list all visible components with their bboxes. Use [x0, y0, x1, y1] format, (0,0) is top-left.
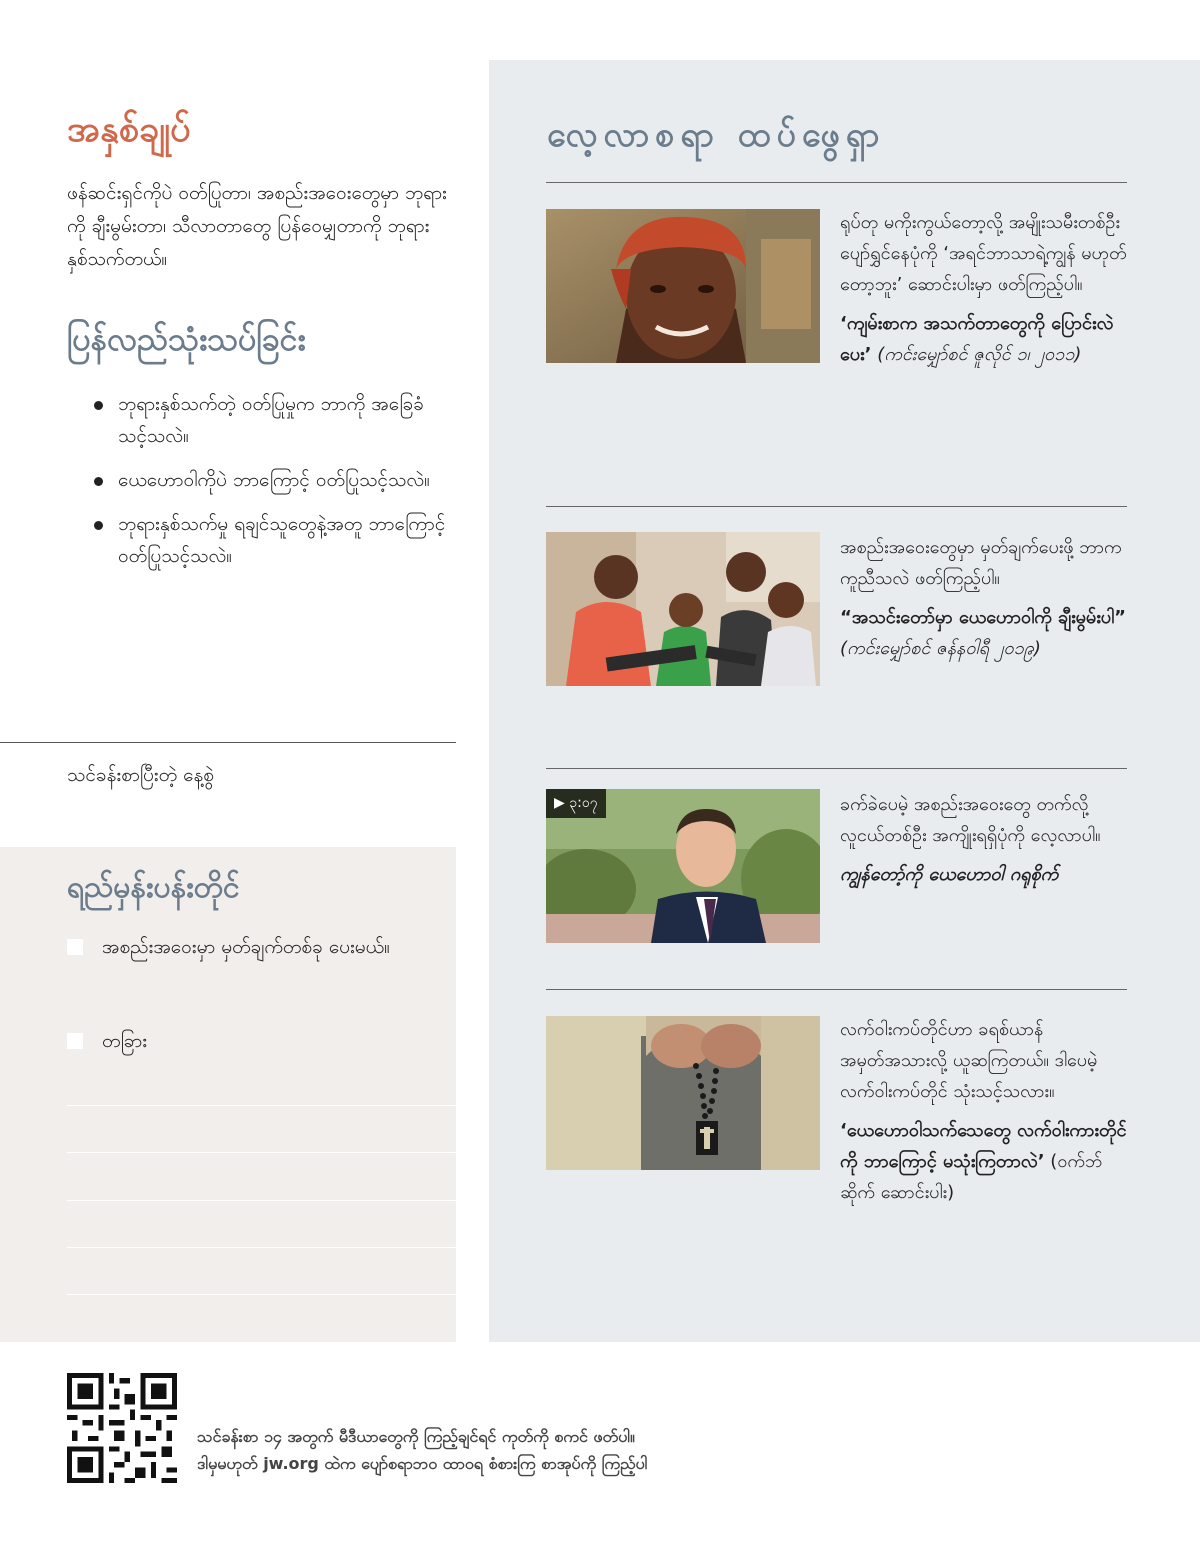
footer-line-2[interactable]: ဒါမှမဟုတ် jw.org ထဲက ပျော်စရာဘဝ ထာဝရ စံစားကြ စာအုပ်ကို ကြည့်ပါ — [197, 1454, 648, 1473]
card-publication — [840, 859, 1130, 890]
footer — [0, 1343, 1200, 1543]
video-duration: ၃:၀၇ — [569, 795, 598, 811]
publication-source: (ကင်းမျှော်စင် ဇန်နဝါရီ ၂၀၁၉) — [840, 638, 1041, 659]
video-duration-badge — [546, 789, 606, 818]
writing-line — [67, 1105, 456, 1106]
completion-date-label: သင်ခန်းစာပြီးတဲ့ နေ့စွဲ — [67, 764, 214, 786]
review-list — [88, 388, 448, 584]
footer-line-1: သင်ခန်းစာ ၁၄ အတွက် မီဒီယာတွေကို ကြည့်ချင်ရင် ကုတ်ကို စကင် ဖတ်ပါ။ — [197, 1427, 635, 1446]
card-text — [840, 789, 1130, 890]
writing-line — [67, 1247, 456, 1248]
review-question: ယေဟောဝါကိုပဲ ဘာကြောင့် ဝတ်ပြုသင့်သလဲ။ — [88, 464, 448, 496]
writing-line — [67, 1152, 456, 1153]
card-publication — [840, 602, 1130, 664]
goal-label: အစည်းအဝေးမှာ မှတ်ချက်တစ်ခု ပေးမယ်။ — [102, 936, 390, 958]
summary-text: ဖန်ဆင်းရှင်ကိုပဲ ဝတ်ပြုတာ၊ အစည်းအဝေးတွေမှာ ဘုရားကို ချီးမွမ်းတာ၊ သီလာတာတွေ ပြန်ဝေမျှတာကို ဘုရား နှစ်သက်တယ်။ — [67, 182, 447, 270]
writing-line — [67, 1200, 456, 1201]
goal-label: တခြား — [102, 1030, 148, 1052]
goal-item — [67, 1025, 437, 1057]
divider — [546, 989, 1127, 990]
card-description: ရုပ်တု မကိုးကွယ်တော့လို့ အမျိုးသမီးတစ်ဦး ပျော်ရွှင်နေပုံကို ‘အရင်ဘာသာရဲ့ကျွန် မဟုတ်တော့ဘူး’ ဆောင်းပါးမှာ ဖတ်ကြည့်ပါ။ — [840, 212, 1127, 295]
card-publication — [840, 1115, 1130, 1208]
goals-box — [0, 847, 456, 1342]
video-title-link[interactable]: ကျွန်တော့်ကို ယေဟောဝါ ဂရုစိုက် — [840, 864, 1059, 885]
divider — [0, 742, 456, 743]
card-description: လက်ဝါးကပ်တိုင်ဟာ ခရစ်ယာန် အမှတ်အသားလို့ ယူဆကြတယ်။ ဒါပေမဲ့ လက်ဝါးကပ်တိုင် သုံးသင့်သလား။ — [840, 1019, 1098, 1102]
writing-line — [67, 1294, 456, 1295]
card-description: ခက်ခဲပေမဲ့ အစည်းအဝေးတွေ တက်လို့ လူငယ်တစ်ဦး အကျိုးရရှိပုံကို လေ့လာပါ။ — [840, 794, 1101, 846]
card-text — [840, 1014, 1130, 1208]
card-description: အစည်းအဝေးတွေမှာ မှတ်ချက်ပေးဖို့ ဘာက ကူညီသလဲ ဖတ်ကြည့်ပါ။ — [840, 537, 1122, 589]
qr-code-icon[interactable] — [67, 1373, 177, 1483]
publication-source: (ကင်းမျှော်စင် ဇူလိုင် ၁၊ ၂၀၁၁) — [877, 344, 1082, 365]
card-publication — [840, 308, 1130, 370]
divider — [546, 506, 1127, 507]
publication-title-link[interactable]: ‘ကျမ်းစာက အသက်တာတွေကို ပြောင်းလဲပေး’ — [840, 313, 1114, 365]
card-text — [840, 207, 1130, 370]
family-study-photo[interactable] — [546, 532, 820, 686]
footer-text — [197, 1423, 647, 1477]
goal-checkbox[interactable] — [67, 1033, 83, 1049]
explore-panel — [489, 60, 1200, 1342]
publication-title-link[interactable]: “အသင်းတော်မှာ ယေဟောဝါကို ချီးမွမ်းပါ” — [840, 607, 1126, 628]
play-icon: ▶ — [554, 795, 565, 811]
young-man-video-thumbnail[interactable] — [546, 789, 820, 943]
smiling-woman-photo[interactable] — [546, 209, 820, 363]
goal-checkbox[interactable] — [67, 939, 83, 955]
goal-item — [67, 931, 437, 963]
explore-title: လေ့လာစရာ ထပ်ဖွေရှာ — [547, 115, 886, 155]
publication-source: (ဝက်ဘ်ဆိုက် ဆောင်းပါး) — [840, 1151, 1103, 1203]
publication-title-link[interactable]: ‘ယေဟောဝါသက်သေတွေ လက်ဝါးကားတိုင်ကို ဘာကြောင့် မသုံးကြတာလဲ’ — [840, 1120, 1127, 1172]
rosary-hands-photo[interactable] — [546, 1016, 820, 1170]
summary-title: အနှစ်ချုပ် — [67, 109, 191, 150]
divider — [546, 182, 1127, 183]
divider — [546, 768, 1127, 769]
card-text — [840, 532, 1130, 664]
review-question: ဘုရားနှစ်သက်တဲ့ ဝတ်ပြုမှုက ဘာကို အခြေခံသင့်သလဲ။ — [88, 388, 448, 452]
review-question: ဘုရားနှစ်သက်မှု ရချင်သူတွေနဲ့အတူ ဘာကြောင့် ဝတ်ပြုသင့်သလဲ။ — [88, 508, 448, 572]
review-title: ပြန်လည်သုံးသပ်ခြင်း — [67, 320, 306, 358]
goals-title: ရည်မှန်းပန်းတိုင် — [67, 870, 240, 905]
